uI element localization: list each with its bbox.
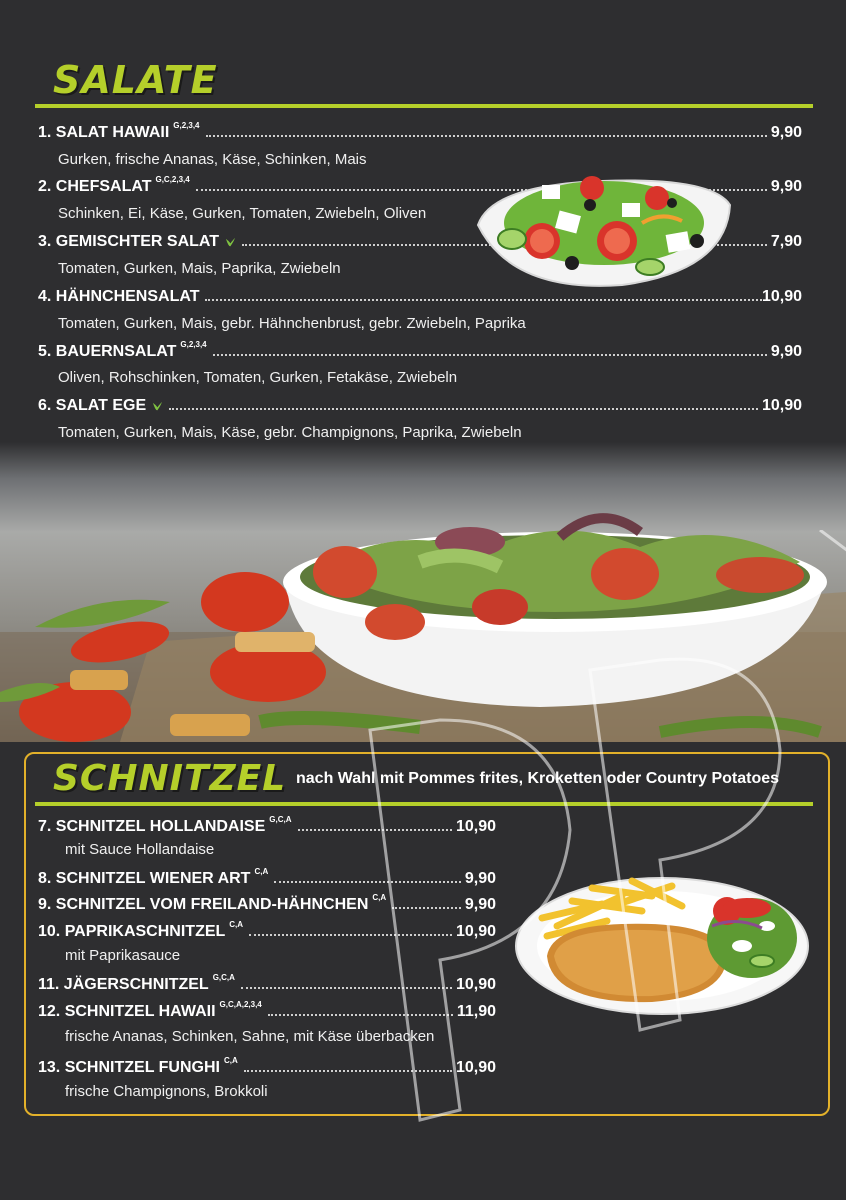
item-price: 10,90: [455, 976, 496, 993]
allergen-codes: G,2,3,4: [173, 121, 200, 130]
leader-dots: [213, 354, 767, 356]
item-description: Schinken, Ei, Käse, Gurken, Tomaten, Zwiebeln, Oliven: [58, 205, 427, 222]
item-price: 9,90: [464, 896, 496, 913]
item-name: 9. SCHNITZEL VOM FREILAND-HÄHNCHEN: [38, 896, 369, 913]
salad-bowl-illustration: [0, 442, 846, 742]
item-name: 3. GEMISCHTER SALAT: [38, 233, 220, 250]
item-price: 11,90: [456, 1003, 496, 1020]
item-price: 9,90: [770, 124, 802, 141]
item-description: Gurken, frische Ananas, Käse, Schinken, Mais: [58, 151, 367, 168]
item-price: 10,90: [455, 923, 496, 940]
allergen-codes: G,2,3,4: [180, 340, 207, 349]
leader-dots: [169, 408, 758, 410]
item-description: Tomaten, Gurken, Mais, Käse, gebr. Champignons, Paprika, Zwiebeln: [58, 424, 522, 441]
allergen-codes: G,C,A,2,3,4: [219, 1000, 262, 1009]
menu-item-schnitzel-funghi: [38, 1055, 496, 1077]
item-price: 9,90: [464, 870, 496, 887]
leaf-icon: [225, 237, 236, 248]
menu-item-schnitzel-hollandaise: [38, 814, 496, 836]
salad-bowl-photo: [0, 442, 846, 742]
item-name: 11. JÄGERSCHNITZEL: [38, 976, 209, 993]
item-description: Oliven, Rohschinken, Tomaten, Gurken, Fetakäse, Zwiebeln: [58, 369, 458, 386]
allergen-codes: G,C,2,3,4: [155, 175, 190, 184]
leader-dots: [249, 934, 452, 936]
leader-dots: [274, 881, 461, 883]
menu-item-schnitzel-freiland: [38, 892, 496, 914]
item-price: 10,90: [455, 1059, 496, 1076]
allergen-codes: G,C,A: [269, 815, 292, 824]
salad-plate-image: [472, 163, 734, 291]
menu-item-paprikaschnitzel: [38, 919, 496, 941]
menu-item-salat-hawaii: [38, 120, 802, 142]
allergen-codes: C,A: [254, 867, 269, 876]
item-name: 6. SALAT EGE: [38, 397, 147, 414]
schnitzel-plate-image: [512, 866, 812, 1018]
item-description: Tomaten, Gurken, Mais, Paprika, Zwiebeln: [58, 260, 341, 277]
item-name: 4. HÄHNCHENSALAT: [38, 288, 200, 305]
leader-dots: [244, 1070, 452, 1072]
leader-dots: [268, 1014, 453, 1016]
leader-dots: [241, 987, 452, 989]
item-name: 12. SCHNITZEL HAWAII: [38, 1003, 216, 1020]
item-price: 9,90: [770, 178, 802, 195]
salate-divider: [35, 104, 813, 108]
menu-item-schnitzel-hawaii: [38, 999, 496, 1021]
menu-item-salat-ege: [38, 393, 802, 415]
item-price: 7,90: [770, 233, 802, 250]
allergen-codes: G,C,A: [212, 973, 235, 982]
item-description: mit Paprikasauce: [65, 947, 181, 964]
item-name: 10. PAPRIKASCHNITZEL: [38, 923, 226, 940]
item-description: mit Sauce Hollandaise: [65, 841, 215, 858]
allergen-codes: C,A: [223, 1056, 238, 1065]
menu-item-jaegerschnitzel: [38, 972, 496, 994]
allergen-codes: C,A: [372, 893, 387, 902]
item-name: 5. BAUERNSALAT: [38, 343, 177, 360]
item-price: 10,90: [761, 288, 802, 305]
schnitzel-heading: SCHNITZEL: [53, 758, 287, 799]
menu-item-schnitzel-wiener-art: [38, 866, 496, 888]
item-name: 13. SCHNITZEL FUNGHI: [38, 1059, 220, 1076]
leader-dots: [205, 299, 761, 301]
schnitzel-subtitle: nach Wahl mit Pommes frites, Kroketten oder Country Potatoes: [296, 770, 780, 787]
item-name: 2. CHEFSALAT: [38, 178, 152, 195]
item-name: 1. SALAT HAWAII: [38, 124, 170, 141]
item-description: frische Champignons, Brokkoli: [65, 1083, 268, 1100]
leader-dots: [206, 135, 767, 137]
menu-item-bauernsalat: [38, 339, 802, 361]
leader-dots: [298, 829, 452, 831]
item-name: 7. SCHNITZEL HOLLANDAISE: [38, 818, 266, 835]
allergen-codes: C,A: [229, 920, 244, 929]
item-price: 10,90: [455, 818, 496, 835]
item-description: frische Ananas, Schinken, Sahne, mit Käse überbacken: [65, 1028, 435, 1045]
leaf-icon: [152, 401, 163, 412]
item-price: 10,90: [761, 397, 802, 414]
item-price: 9,90: [770, 343, 802, 360]
salate-heading: SALATE: [53, 58, 218, 102]
item-name: 8. SCHNITZEL WIENER ART: [38, 870, 251, 887]
schnitzel-divider: [35, 802, 813, 806]
item-description: Tomaten, Gurken, Mais, gebr. Hähnchenbrust, gebr. Zwiebeln, Paprika: [58, 315, 526, 332]
leader-dots: [392, 907, 461, 909]
